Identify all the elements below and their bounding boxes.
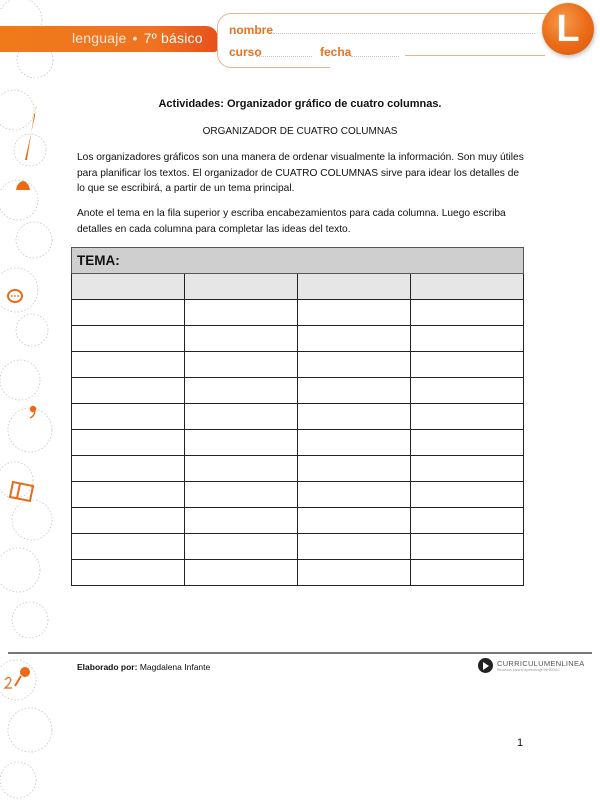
table-cell[interactable]: [298, 482, 411, 508]
table-row: [72, 326, 524, 352]
footer-divider: [8, 652, 592, 654]
credit-label: Elaborado por:: [77, 662, 138, 672]
table-cell[interactable]: [298, 404, 411, 430]
curso-line[interactable]: [256, 56, 312, 57]
table-cell[interactable]: [72, 378, 185, 404]
tema-cell[interactable]: [72, 248, 524, 274]
table-cell[interactable]: [298, 300, 411, 326]
subject-label: lenguaje: [72, 30, 127, 46]
table-cell[interactable]: [411, 404, 524, 430]
microphone-icon: [5, 667, 30, 688]
subject-badge: L: [542, 3, 594, 55]
table-cell[interactable]: [298, 508, 411, 534]
tema-label: TEMA:: [77, 253, 120, 268]
logo-tagline: Recursos para el aprendizaje MINEDUC: [497, 667, 560, 672]
table-cell[interactable]: [411, 560, 524, 586]
activity-title: Actividades: Organizador gráfico de cuatro columnas.: [158, 98, 442, 110]
table-row-dashed: [72, 560, 524, 586]
page-number: 1: [517, 737, 524, 749]
section-title: ORGANIZADOR DE CUATRO COLUMNAS: [202, 126, 398, 137]
table-row: [72, 404, 524, 430]
open-book-icon: [10, 482, 33, 501]
subject-banner-text: [72, 30, 203, 46]
table-cell[interactable]: [72, 482, 185, 508]
column-header-row: [72, 274, 524, 300]
column-header-1[interactable]: [72, 274, 185, 300]
table-row-dashed: [72, 534, 524, 560]
table-row: [72, 482, 524, 508]
credit-name: Magdalena Infante: [139, 662, 211, 672]
column-header-4[interactable]: [411, 274, 524, 300]
comma-icon: [30, 406, 36, 418]
speech-bubble-icon: [8, 290, 22, 302]
curso-label: curso: [229, 45, 262, 59]
table-cell[interactable]: [298, 326, 411, 352]
tema-row: [72, 248, 524, 274]
table-cell[interactable]: [72, 534, 185, 560]
column-header-2[interactable]: [185, 274, 298, 300]
table-cell[interactable]: [185, 456, 298, 482]
table-cell[interactable]: [185, 482, 298, 508]
table-cell[interactable]: [72, 560, 185, 586]
table-cell[interactable]: [185, 534, 298, 560]
decorative-border: [0, 0, 58, 800]
fecha-label: fecha: [320, 45, 352, 59]
table-cell[interactable]: [185, 508, 298, 534]
table-row: [72, 378, 524, 404]
table-cell[interactable]: [72, 326, 185, 352]
table-cell[interactable]: [72, 300, 185, 326]
table-cell[interactable]: [185, 560, 298, 586]
table-cell[interactable]: [411, 482, 524, 508]
form-box-notch: [330, 55, 550, 69]
nombre-label: nombre: [229, 23, 274, 37]
fecha-line[interactable]: [351, 56, 399, 57]
table-cell[interactable]: [411, 352, 524, 378]
table-cell[interactable]: [185, 300, 298, 326]
table-cell[interactable]: [185, 430, 298, 456]
table-cell[interactable]: [411, 378, 524, 404]
table-cell[interactable]: [298, 560, 411, 586]
table-row: [72, 300, 524, 326]
bell-icon: [16, 181, 30, 190]
form-box-bottom-edge: [405, 55, 545, 56]
table-cell[interactable]: [411, 456, 524, 482]
table-cell[interactable]: [185, 352, 298, 378]
table-cell[interactable]: [72, 508, 185, 534]
table-cell[interactable]: [298, 378, 411, 404]
four-column-organizer: [71, 247, 524, 586]
curriculum-logo: [478, 658, 585, 673]
grade-label: 7º básico: [143, 30, 203, 46]
nombre-line[interactable]: [273, 33, 535, 34]
table-cell[interactable]: [185, 326, 298, 352]
table-cell[interactable]: [298, 456, 411, 482]
table-cell[interactable]: [298, 534, 411, 560]
table-cell[interactable]: [411, 508, 524, 534]
table-cell[interactable]: [72, 430, 185, 456]
table-cell[interactable]: [72, 456, 185, 482]
table-cell[interactable]: [72, 404, 185, 430]
table-cell[interactable]: [411, 430, 524, 456]
instructions-paragraph: Anote el tema en la fila superior y escriba encabezamientos para cada columna. Luego escriba detalles en cada columna para completar las ideas del texto.: [77, 208, 506, 235]
table-cell[interactable]: [72, 352, 185, 378]
table-cell[interactable]: [411, 326, 524, 352]
column-header-3[interactable]: [298, 274, 411, 300]
table-cell[interactable]: [185, 378, 298, 404]
logo-name: CURRICULUMENLINEA: [497, 658, 585, 668]
table-row-dashed: [72, 508, 524, 534]
play-arrow-icon: [478, 658, 493, 673]
fecha-field[interactable]: [320, 45, 351, 59]
nombre-field[interactable]: [229, 23, 273, 37]
table-cell[interactable]: [185, 404, 298, 430]
table-cell[interactable]: [298, 430, 411, 456]
separator-dot: •: [132, 30, 138, 46]
table-row: [72, 352, 524, 378]
table-cell[interactable]: [411, 534, 524, 560]
author-credit: [77, 662, 210, 672]
table-row: [72, 456, 524, 482]
table-cell[interactable]: [298, 352, 411, 378]
intro-paragraph: Los organizadores gráficos son una manera de ordenar visualmente la información. Son muy útiles para planificar los textos. El organizador de CUATRO COLUMNAS sirve para idear los detalles de lo que se escribirá, a partir de un tema principal.: [77, 152, 524, 195]
table-cell[interactable]: [411, 300, 524, 326]
table-row: [72, 430, 524, 456]
